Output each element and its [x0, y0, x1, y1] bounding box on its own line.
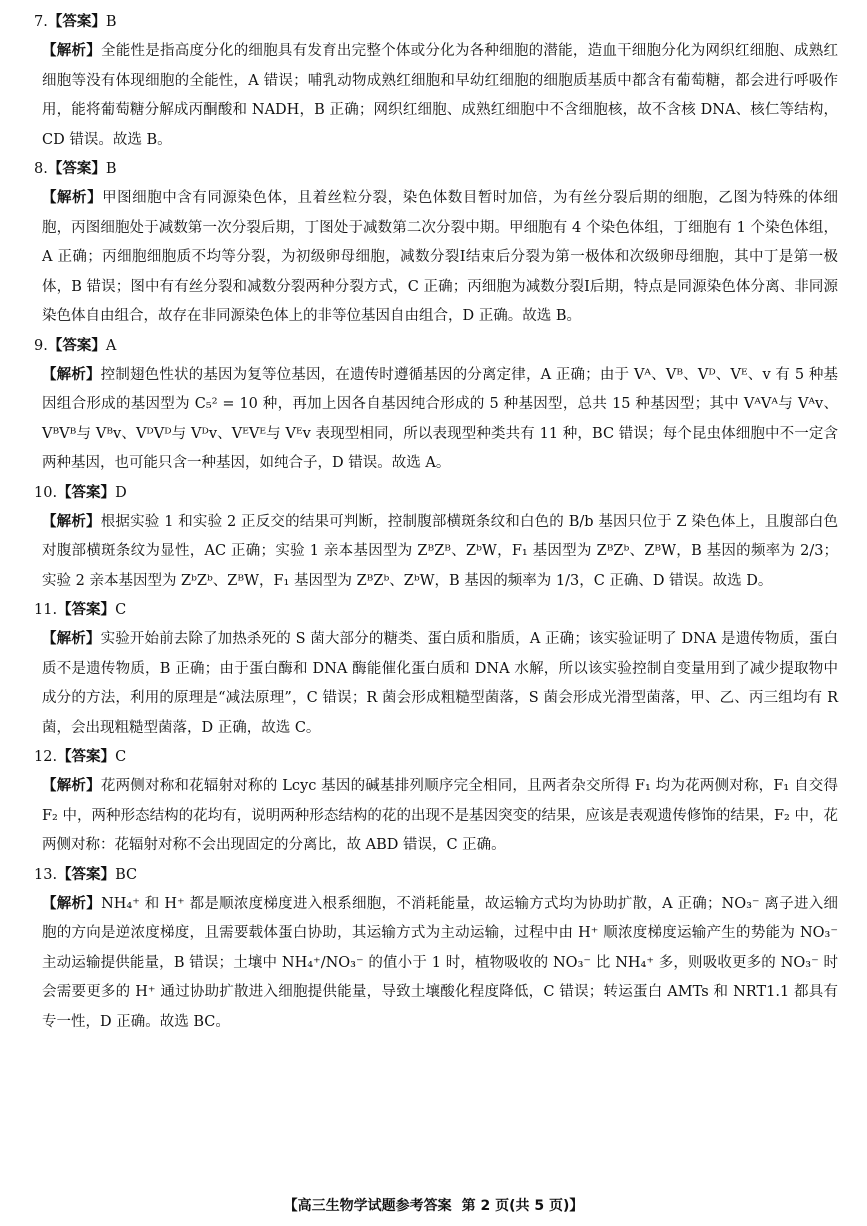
analysis-paragraph-8 — [42, 184, 838, 332]
question-10 — [34, 479, 839, 597]
question-9 — [34, 332, 839, 479]
answer-line-11 — [34, 596, 838, 625]
analysis-text: 全能性是指高度分化的细胞具有发育出完整个体或分化为各种细胞的潜能，造血干细胞分化为网织红细胞、成熟红细胞等没有体现细胞的全能性，A 错误；哺乳动物成熟红细胞和早幼红细胞的细胞质基质中都含有葡萄糖，都会进行呼吸作用，能将葡萄糖分解成丙酮酸和 NADH，B 正确；网织红细胞、成熟红细胞中不含细胞核，故不含核 DNA、核仁等结构，CD 错误。故选 B。 — [42, 43, 838, 148]
answer-line-10 — [34, 479, 838, 508]
answer-key-content — [34, 8, 839, 1037]
analysis-tag: 【解析】 — [42, 43, 101, 59]
answer-value: BC — [115, 866, 138, 883]
question-number: 11. — [34, 602, 58, 618]
analysis-text: 控制翅色性状的基因为复等位基因，在遗传时遵循基因的分离定律，A 正确；由于 Vᴬ、Vᴮ、Vᴰ、Vᴱ、v 有 5 种基因组合形成的基因型为 C₅² = 10 种，再加上因各自基因纯合形成的 5 种基因型，总共 15 种基因型；其中 VᴬVᴬ与 Vᴬv、VᴮVᴮ与 Vᴮv、VᴰVᴰ与 Vᴰv、VᴱVᴱ与 Vᴱv 表现型相同，所以表现型种类共有 11 种，BC 错误；每个昆虫体细胞中不一定含两种基因，也可能只含一种基因，如纯合子，D 错误。故选 A。 — [42, 366, 839, 471]
question-number: 10. — [34, 484, 58, 501]
analysis-paragraph-12 — [42, 772, 838, 861]
analysis-tag: 【解析】 — [42, 895, 102, 912]
answer-value: D — [115, 484, 127, 501]
answer-line-7 — [34, 8, 838, 37]
analysis-tag: 【解析】 — [42, 778, 101, 794]
answer-line-9 — [34, 332, 838, 361]
question-number: 8. — [34, 161, 48, 177]
answer-tag: 【答案】 — [47, 161, 106, 177]
analysis-paragraph-13 — [42, 890, 838, 1038]
answer-line-12 — [34, 743, 838, 772]
analysis-paragraph-11 — [42, 625, 838, 743]
answer-tag: 【答案】 — [57, 602, 116, 618]
analysis-tag: 【解析】 — [42, 190, 103, 206]
analysis-text: 花两侧对称和花辐射对称的 Lcyc 基因的碱基排列顺序完全相同，且两者杂交所得 F₁ 均为花两侧对称，F₁ 自交得 F₂ 中，两种形态结构的花均有，说明两种形态结构的花的出现不是基因突变的结果，应该是表观遗传修饰的结果，F₂ 中，花两侧对称：花辐射对称不会出现固定的分离比，故 ABD 错误，C 正确。 — [42, 778, 838, 853]
analysis-tag: 【解析】 — [42, 631, 101, 647]
question-number: 7. — [34, 14, 48, 30]
answer-value: C — [115, 749, 127, 765]
footer-title: 【高三生物学试题参考答案 — [283, 1198, 452, 1214]
answer-tag: 【答案】 — [57, 484, 116, 501]
page-footer — [0, 1195, 867, 1215]
question-7 — [34, 8, 838, 155]
answer-line-8 — [34, 155, 838, 184]
analysis-text: NH₄⁺ 和 H⁺ 都是顺浓度梯度进入根系细胞，不消耗能量，故运输方式均为协助扩散，A 正确；NO₃⁻ 离子进入细胞的方向是逆浓度梯度，且需要载体蛋白协助，其运输方式为主动运输，过程中由 H⁺ 顺浓度梯度运输产生的势能为 NO₃⁻ 主动运输提供能量，B 错误；土壤中 NH₄⁺/NO₃⁻ 的值小于 1 时，植物吸收的 NO₃⁻ 比 NH₄⁺ 多，则吸收更多的 NO₃⁻ 时会需要更多的 H⁺ 通过协助扩散进入细胞提供能量，导致土壤酸化程度降低，C 错误；转运蛋白 AMTs 和 NRT1.1 都具有专一性，D 正确。故选 BC。 — [42, 895, 839, 1030]
answer-tag: 【答案】 — [57, 866, 116, 883]
question-13 — [34, 861, 839, 1038]
answer-line-13 — [34, 861, 838, 890]
answer-value: C — [115, 602, 127, 618]
analysis-paragraph-10 — [42, 508, 838, 597]
analysis-text: 甲图细胞中含有同源染色体，且着丝粒分裂，染色体数目暂时加倍，为有丝分裂后期的细胞，乙图为特殊的体细胞，丙图细胞处于减数第一次分裂后期，丁图处于减数第二次分裂中期。甲细胞有 4 个染色体组，丁细胞有 1 个染色体组，A 正确；丙细胞细胞质不均等分裂，为初级卵母细胞，减数分裂Ⅰ结束后分裂为第一极体和次级卵母细胞，其中丁是第一极体，B 错误；图中有有丝分裂和减数分裂两种分裂方式，C 正确；丙细胞为减数分裂Ⅰ后期，特点是同源染色体分离、非同源染色体自由组合，故存在非同源染色体上的非等位基因自由组合，D 正确。故选 B。 — [42, 190, 839, 324]
analysis-paragraph-7 — [42, 37, 838, 155]
answer-tag: 【答案】 — [57, 749, 116, 765]
analysis-tag: 【解析】 — [42, 366, 101, 383]
question-number: 13. — [34, 866, 58, 883]
answer-value: A — [105, 337, 117, 354]
analysis-tag: 【解析】 — [42, 513, 101, 530]
answer-tag: 【答案】 — [47, 14, 106, 30]
analysis-text: 根据实验 1 和实验 2 正反交的结果可判断，控制腹部横斑条纹和白色的 B/b 基因只位于 Z 染色体上，且腹部白色对腹部横斑条纹为显性，AC 正确；实验 1 亲本基因型为 ZᴮZᴮ、ZᵇW，F₁ 基因型为 ZᴮZᵇ、ZᴮW，B 基因的频率为 2/3；实验 2 亲本基因型为 ZᵇZᵇ、ZᴮW，F₁ 基因型为 ZᴮZᵇ、ZᵇW，B 基因的频率为 1/3，C 正确、D 错误。故选 D。 — [42, 513, 839, 589]
question-number: 12. — [34, 749, 58, 765]
question-8 — [34, 155, 839, 332]
answer-value: B — [105, 161, 117, 177]
analysis-text: 实验开始前去除了加热杀死的 S 菌大部分的糖类、蛋白质和脂质，A 正确；该实验证明了 DNA 是遗传物质，蛋白质不是遗传物质，B 正确；由于蛋白酶和 DNA 酶能催化蛋白质和 DNA 水解，所以该实验控制自变量用到了减少提取物中成分的方法，利用的原理是“减法原理”，C 错误；R 菌会形成粗糙型菌落，S 菌会形成光滑型菌落，甲、乙、丙三组均有 R 菌，会出现粗糙型菌落，D 正确，故选 C。 — [42, 631, 839, 736]
answer-value: B — [105, 14, 117, 30]
footer-page-number: 第 2 页(共 5 页)】 — [461, 1198, 584, 1214]
question-number: 9. — [34, 337, 48, 354]
analysis-paragraph-9 — [42, 361, 838, 479]
question-11 — [34, 596, 839, 743]
question-12 — [34, 743, 838, 861]
answer-tag: 【答案】 — [47, 337, 106, 354]
